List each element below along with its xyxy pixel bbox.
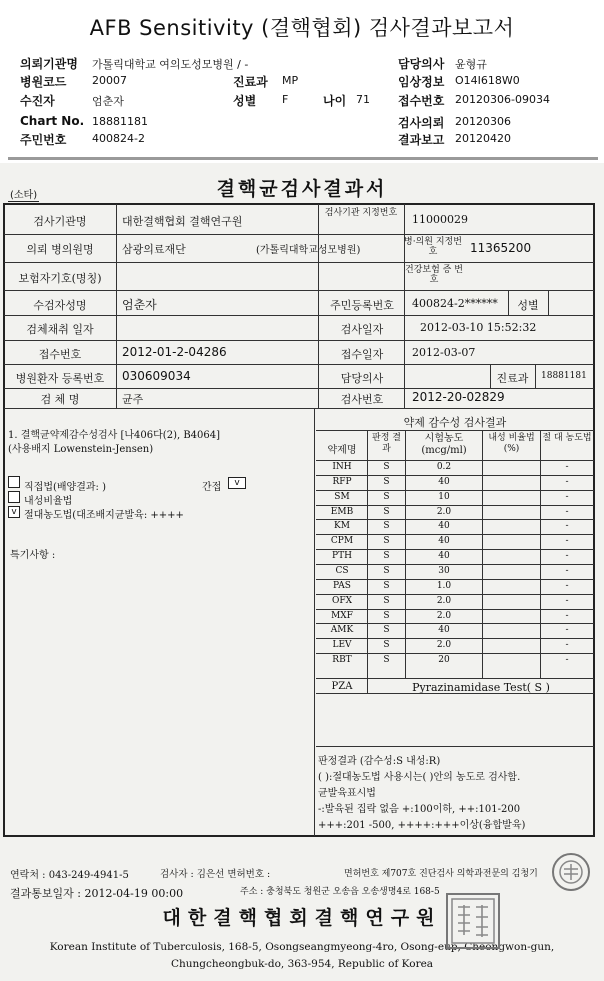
drug-cell: 0.2 bbox=[436, 462, 452, 472]
patient-label: 수검자성명 bbox=[33, 299, 87, 312]
drug-cell: 40 bbox=[438, 625, 450, 636]
drug-cell: S bbox=[383, 610, 390, 621]
address-en-1: Korean Institute of Tuberculosis, 168-5, Osongseangmyeong-4ro, Osong-eup, Cheongwon-gun, bbox=[49, 941, 555, 953]
drug-cell: S bbox=[383, 565, 390, 576]
field-value: 20007 bbox=[92, 74, 127, 87]
row-line bbox=[316, 505, 594, 506]
col-line bbox=[318, 204, 319, 408]
legend-line: 판정결과 (감수성:S 내성:R) bbox=[318, 756, 441, 767]
row-line bbox=[4, 290, 594, 291]
drug-header: 절 대 농도법 bbox=[542, 433, 592, 443]
row-line bbox=[316, 638, 594, 639]
field-label: 의뢰기관명 bbox=[20, 57, 78, 71]
license: 면허번호 제707호 진단검사 의학과전문의 김청기 bbox=[344, 869, 538, 879]
header-divider bbox=[8, 157, 598, 160]
req-sub: (가톨릭대학교성모병원) bbox=[256, 245, 361, 256]
drug-name: RBT bbox=[332, 655, 352, 666]
drug-cell: - bbox=[565, 655, 569, 666]
abs-label: 절대농도법(대조배지균발육: ++++ bbox=[24, 510, 184, 521]
notice-date: 결과통보일자 : 2012-04-19 00:00 bbox=[10, 887, 184, 900]
row-line bbox=[316, 678, 594, 679]
field-label: 병원코드 bbox=[20, 75, 67, 89]
receipt-value: 2012-01-2-04286 bbox=[122, 345, 227, 359]
row-line bbox=[316, 475, 594, 476]
drug-cell: 30 bbox=[438, 565, 450, 576]
receipt-date-label: 접수일자 bbox=[340, 348, 384, 361]
legend-line: 균발육표시법 bbox=[318, 788, 376, 799]
field-label: 성별 bbox=[233, 94, 257, 108]
form-title: 결핵균검사결과서 bbox=[216, 178, 388, 200]
drug-cell: S bbox=[383, 625, 390, 636]
drug-table-title: 약제 감수성 검사결과 bbox=[403, 416, 507, 429]
field-value: F bbox=[282, 93, 289, 106]
test-line-2: (사용배지 Lowenstein-Jensen) bbox=[8, 444, 154, 455]
field-label: 수진자 bbox=[20, 94, 55, 108]
row-line bbox=[316, 490, 594, 491]
drug-name: INH bbox=[332, 462, 352, 472]
field-label: Chart No. bbox=[20, 114, 85, 128]
address-en-2: Chungcheongbuk-do, 363-954, Republic of Korea bbox=[170, 958, 434, 970]
remarks-label: 특기사항 : bbox=[10, 550, 56, 561]
row-line bbox=[4, 315, 594, 316]
resist-label: 내성비율법 bbox=[24, 496, 73, 507]
legend-line: -:발육된 집락 없음 +:100이하, ++:101-200 bbox=[318, 804, 521, 815]
drug-cell: 1.0 bbox=[436, 580, 452, 591]
rrn-value: 400824-2****** bbox=[412, 297, 498, 310]
lab-code-value: 11000029 bbox=[412, 213, 468, 226]
lab-value: 대한결핵협회 결핵연구원 bbox=[122, 215, 243, 228]
field-label: 결과보고 bbox=[398, 133, 445, 147]
req-code-value: 11365200 bbox=[470, 241, 532, 255]
col-line bbox=[535, 364, 536, 388]
field-value: 400824-2 bbox=[92, 132, 145, 145]
col-line bbox=[116, 204, 117, 408]
field-value: O14I618W0 bbox=[455, 74, 520, 87]
round-seal-stamp bbox=[552, 853, 590, 891]
row-line bbox=[316, 623, 594, 624]
req-code-label: 병·의원 지정번호 bbox=[404, 237, 462, 257]
drug-cell: S bbox=[383, 521, 390, 532]
institute-name: 대한결핵협회결핵연구원 bbox=[162, 907, 442, 929]
drug-cell: S bbox=[383, 536, 390, 547]
lab-label: 검사기관명 bbox=[33, 215, 87, 228]
field-value: MP bbox=[282, 74, 299, 87]
collect-label: 검체채취 일자 bbox=[26, 323, 94, 336]
indirect-checkbox: v bbox=[228, 477, 246, 489]
row-line bbox=[316, 746, 594, 747]
patient-value: 엄춘자 bbox=[122, 298, 157, 312]
drug-cell: S bbox=[383, 595, 390, 606]
drug-cell: - bbox=[565, 625, 569, 636]
drug-cell: 2.0 bbox=[436, 640, 452, 651]
field-label: 나이 bbox=[323, 94, 347, 108]
dept-label: 진료과 bbox=[496, 372, 529, 385]
legend-line: ( ):절대농도법 사용시는( )안의 농도로 검사함. bbox=[318, 772, 521, 783]
drug-cell: - bbox=[565, 491, 569, 502]
drug-cell: S bbox=[383, 551, 390, 562]
row-line bbox=[316, 609, 594, 610]
drug-cell: - bbox=[565, 506, 569, 517]
col-line bbox=[548, 290, 549, 315]
drug-cell: S bbox=[383, 491, 390, 502]
drug-cell: - bbox=[565, 640, 569, 651]
drug-name: MXF bbox=[331, 610, 353, 621]
drug-cell: 40 bbox=[438, 521, 450, 532]
hosp-reg-value: 030609034 bbox=[122, 369, 191, 383]
drug-cell: S bbox=[383, 655, 390, 666]
drug-name: RFP bbox=[332, 476, 352, 487]
drug-cell: 40 bbox=[438, 476, 450, 487]
drug-cell: 2.0 bbox=[436, 595, 452, 606]
field-label: 담당의사 bbox=[398, 57, 445, 71]
contact: 연락처 : 043-249-4941-5 bbox=[10, 870, 129, 881]
col-line bbox=[482, 430, 483, 678]
specimen-label: 검 체 명 bbox=[40, 393, 80, 406]
test-date-label: 검사일자 bbox=[340, 323, 384, 336]
field-value: 윤형규 bbox=[455, 58, 487, 71]
drug-cell: - bbox=[565, 521, 569, 532]
field-value: 20120306-09034 bbox=[455, 93, 550, 106]
field-label: 임상정보 bbox=[398, 75, 445, 89]
row-line bbox=[316, 594, 594, 595]
field-label: 검사의뢰 bbox=[398, 116, 445, 130]
drug-header: 판정 결과 bbox=[372, 433, 401, 454]
drug-cell: - bbox=[565, 551, 569, 562]
drug-cell: S bbox=[383, 580, 390, 591]
drug-cell: S bbox=[383, 506, 390, 517]
drug-cell: S bbox=[383, 640, 390, 651]
ins-card-label: 건강보험 증 번 호 bbox=[405, 265, 463, 285]
req-value: 삼광의료재단 bbox=[122, 243, 186, 256]
field-value: 18881181 bbox=[92, 115, 148, 128]
drug-cell: - bbox=[565, 610, 569, 621]
row-line bbox=[316, 519, 594, 520]
ins-label: 보험자기호(명칭) bbox=[18, 272, 102, 285]
row-line bbox=[4, 234, 594, 235]
drug-name: SM bbox=[334, 491, 350, 502]
field-value: 71 bbox=[356, 93, 370, 106]
drug-cell: - bbox=[565, 595, 569, 606]
receipt-date-value: 2012-03-07 bbox=[412, 346, 476, 359]
drug-cell: 20 bbox=[438, 655, 450, 666]
row-line bbox=[4, 364, 594, 365]
row-line bbox=[316, 549, 594, 550]
field-value: 가톨릭대학교 여의도성모병원 / - bbox=[92, 58, 249, 71]
drug-name: CS bbox=[335, 565, 349, 576]
specimen-value: 균주 bbox=[122, 393, 144, 406]
field-label: 진료과 bbox=[233, 75, 268, 89]
doctor-label: 담당의사 bbox=[340, 372, 384, 385]
address-kr: 주소 : 충청북도 청원군 오송읍 오송생명4로 168-5 bbox=[240, 887, 440, 897]
pza-label: PZA bbox=[331, 681, 353, 692]
test-no-label: 검사번호 bbox=[340, 393, 384, 406]
resist-checkbox bbox=[8, 491, 20, 503]
field-label: 주민번호 bbox=[20, 133, 67, 147]
indirect-label: 간접 bbox=[202, 482, 222, 493]
rrn-label: 주민등록번호 bbox=[330, 299, 394, 312]
drug-cell: 2.0 bbox=[436, 506, 452, 517]
report-title: AFB Sensitivity (결핵협회) 검사결과보고서 bbox=[89, 16, 515, 40]
drug-cell: - bbox=[565, 565, 569, 576]
row-line bbox=[316, 653, 594, 654]
abs-checkbox: v bbox=[8, 506, 20, 518]
field-value: 20120306 bbox=[455, 115, 511, 128]
row-line bbox=[316, 460, 594, 461]
row-line bbox=[4, 262, 594, 263]
row-line bbox=[4, 408, 594, 409]
lab-code-label: 검사기관 지정번호 bbox=[324, 208, 398, 218]
drug-cell: - bbox=[565, 462, 569, 472]
copy-mark: (소타) bbox=[8, 186, 39, 202]
dept-value: 18881181 bbox=[541, 371, 587, 381]
drug-cell: 40 bbox=[438, 536, 450, 547]
receipt-label: 접수번호 bbox=[38, 348, 82, 361]
square-seal-stamp bbox=[446, 893, 500, 949]
legend-line: +++:201 -500, ++++:+++이상(융합발육) bbox=[318, 820, 526, 831]
drug-name: CPM bbox=[330, 536, 354, 547]
direct-checkbox bbox=[8, 476, 20, 488]
drug-name: LEV bbox=[332, 640, 352, 651]
row-line bbox=[316, 564, 594, 565]
drug-cell: 40 bbox=[438, 551, 450, 562]
direct-label: 직접법(배양결과: ) bbox=[24, 482, 106, 493]
pza-value: Pyrazinamidase Test( S ) bbox=[412, 681, 550, 694]
test-line-1: 1. 결핵균약제감수성검사 [나406다(2), B4064] bbox=[8, 430, 221, 441]
drug-cell: - bbox=[565, 536, 569, 547]
test-date-value: 2012-03-10 15:52:32 bbox=[420, 321, 537, 334]
row-line bbox=[316, 430, 594, 431]
col-line bbox=[404, 204, 405, 408]
drug-cell: 10 bbox=[438, 491, 450, 502]
test-no-value: 2012-20-02829 bbox=[412, 390, 505, 404]
sex-label: 성별 bbox=[517, 299, 539, 312]
row-line bbox=[316, 534, 594, 535]
drug-cell: S bbox=[383, 462, 390, 472]
req-label: 의뢰 병의원명 bbox=[26, 243, 94, 256]
drug-header: 시험농도 (mcg/ml) bbox=[421, 433, 467, 456]
hosp-reg-label: 병원환자 등록번호 bbox=[15, 372, 105, 385]
drug-name: EMB bbox=[330, 506, 354, 517]
field-value: 엄춘자 bbox=[92, 95, 124, 108]
drug-cell: 2.0 bbox=[436, 610, 452, 621]
inspector: 검사자 : 김은선 면허번호 : bbox=[160, 869, 271, 880]
drug-cell: - bbox=[565, 580, 569, 591]
drug-name: PTH bbox=[332, 551, 352, 562]
field-label: 접수번호 bbox=[398, 94, 445, 108]
drug-cell: S bbox=[383, 476, 390, 487]
field-value: 20120420 bbox=[455, 132, 511, 145]
row-line bbox=[316, 693, 594, 694]
drug-header: 약제명 bbox=[327, 445, 357, 456]
drug-name: OFX bbox=[331, 595, 353, 606]
drug-header: 내성 비율법(%) bbox=[488, 433, 535, 454]
drug-name: PAS bbox=[333, 580, 351, 591]
row-line bbox=[4, 388, 594, 389]
row-line bbox=[316, 579, 594, 580]
drug-name: AMK bbox=[330, 625, 354, 636]
drug-cell: - bbox=[565, 476, 569, 487]
row-line bbox=[4, 340, 594, 341]
drug-name: KM bbox=[334, 521, 350, 532]
section-divider bbox=[314, 408, 315, 836]
